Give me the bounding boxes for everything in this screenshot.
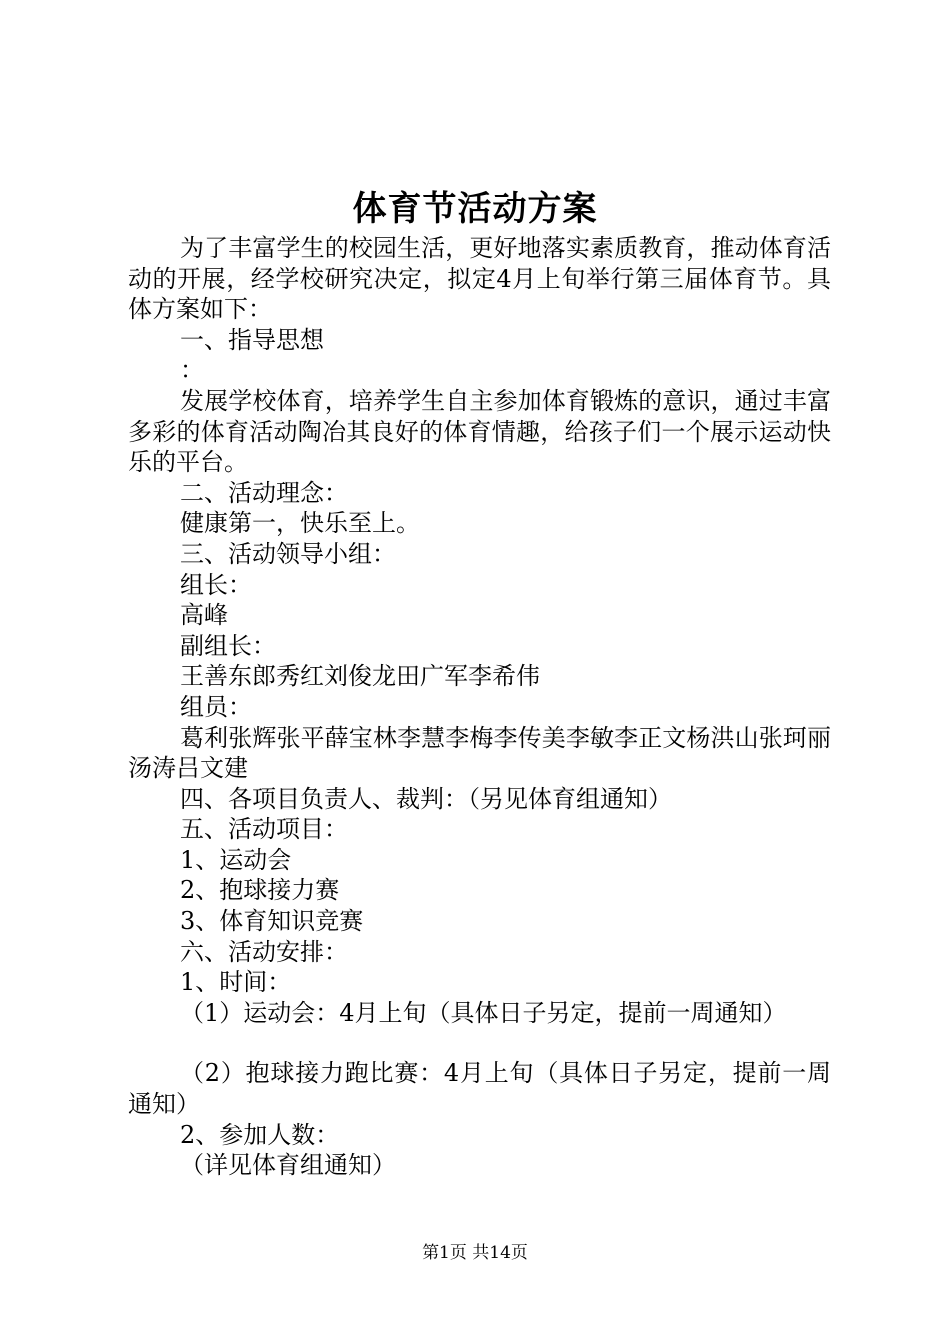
value-group-leader: 高峰 <box>180 601 228 630</box>
heading-guiding-thought: 一、指导思想 <box>180 325 324 354</box>
heading-activity-items: 五、活动项目： <box>180 815 348 844</box>
document-body <box>128 233 831 1181</box>
label-group-leader: 组长： <box>180 570 252 599</box>
list-item: 3、体育知识竞赛 <box>180 907 364 936</box>
value-members: 葛利张辉张平薛宝林李慧李梅李传美李敏李正文杨洪山张珂丽汤涛吕文建 <box>128 723 831 783</box>
paragraph-participants: （详见体育组通知） <box>180 1151 396 1180</box>
list-item: 2、抱球接力赛 <box>180 876 340 905</box>
label-members: 组员： <box>180 692 252 721</box>
page-footer: 第1页 共14页 <box>422 1243 528 1263</box>
paragraph-activity-concept: 健康第一，快乐至上。 <box>180 509 420 538</box>
label-deputy-leader: 副组长： <box>180 631 276 660</box>
label-participants: 2、参加人数： <box>180 1120 340 1149</box>
heading-activity-arrangement: 六、活动安排： <box>180 937 348 966</box>
value-deputy-leaders: 王善东郎秀红刘俊龙田广军李希伟 <box>180 662 540 691</box>
blank-line <box>128 1028 831 1058</box>
paragraph-guiding-thought: 发展学校体育，培养学生自主参加体育锻炼的意识，通过丰富多彩的体育活动陶冶其良好的体育情趣，给孩子们一个展示运动快乐的平台。 <box>128 386 831 477</box>
paragraph-relay-time: （2）抱球接力跑比赛：4月上旬（具体日子另定，提前一周通知） <box>128 1059 831 1119</box>
list-item: 1、运动会 <box>180 845 292 874</box>
heading-activity-concept: 二、活动理念： <box>180 478 348 507</box>
heading-referees: 四、各项目负责人、裁判：（另见体育组通知） <box>180 784 672 813</box>
document-title: 体育节活动方案 <box>352 189 598 229</box>
label-time: 1、时间： <box>180 968 292 997</box>
paragraph-intro: 为了丰富学生的校园生活，更好地落实素质教育，推动体育活动的开展，经学校研究决定，拟定4月上旬举行第三届体育节。具体方案如下： <box>128 234 831 324</box>
heading-leadership-group: 三、活动领导小组： <box>180 539 396 568</box>
paragraph-colon: ： <box>180 356 204 385</box>
paragraph-sports-meet-time: （1）运动会：4月上旬（具体日子另定，提前一周通知） <box>180 998 787 1027</box>
